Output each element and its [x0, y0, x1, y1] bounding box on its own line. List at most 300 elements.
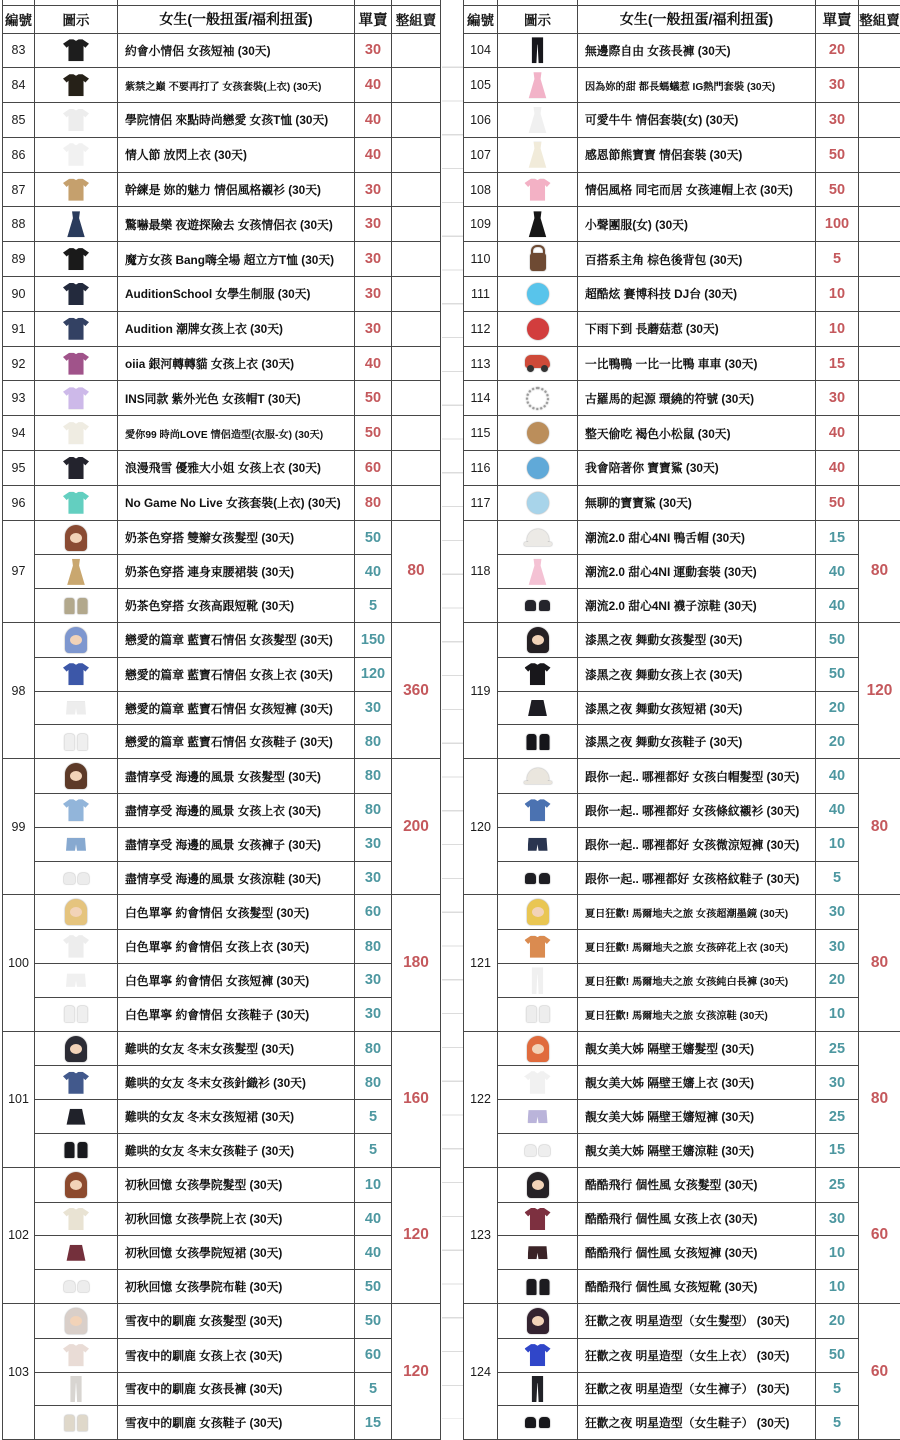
table-row-group — [3, 381, 441, 416]
table-row — [35, 827, 392, 861]
shorts-icon — [528, 838, 548, 851]
hair-icon — [65, 627, 87, 653]
item-single-price: 40 — [355, 68, 392, 102]
row-number: 117 — [464, 486, 498, 520]
group-set-price: 120 — [392, 1168, 441, 1303]
row-number: 123 — [464, 1168, 498, 1303]
item-description: 夏日狂歡! 馬爾地夫之旅 女孩超潮墨鏡 (30天) — [578, 895, 816, 929]
group-set-price — [859, 173, 900, 207]
item-description: 靚女美大姊 隔壁王嬸髮型 (30天) — [578, 1032, 816, 1066]
row-number: 89 — [3, 242, 35, 276]
item-single-price: 80 — [355, 486, 392, 520]
row-number: 83 — [3, 34, 35, 68]
table-row — [498, 1099, 859, 1133]
item-icon-cell — [35, 68, 118, 102]
group-set-price — [392, 312, 441, 346]
item-icon-cell — [498, 347, 578, 381]
item-description: 白色單寧 約會情侶 女孩髮型 (30天) — [118, 895, 355, 929]
item-icon-cell — [498, 1134, 578, 1167]
header-set-price: 整組賣 — [859, 6, 900, 33]
shirt-icon — [63, 248, 89, 270]
item-description: 奶茶色穿搭 女孩高跟短靴 (30天) — [118, 589, 355, 622]
table-body — [3, 34, 441, 1440]
hair-icon — [65, 1308, 87, 1334]
boots-icon — [65, 734, 75, 750]
item-description: 雪夜中的馴鹿 女孩鞋子 (30天) — [118, 1406, 355, 1439]
dress-icon — [527, 559, 549, 585]
row-number: 90 — [3, 277, 35, 311]
row-number: 95 — [3, 451, 35, 485]
table-row-group — [3, 1304, 441, 1440]
table-row — [35, 1235, 392, 1269]
group-set-price — [859, 103, 900, 137]
table-row-group — [464, 486, 900, 521]
group-set-price — [392, 381, 441, 415]
skirt-icon — [66, 1245, 86, 1261]
item-icon-cell — [498, 895, 578, 929]
hair-icon — [65, 525, 87, 551]
table-row-group — [3, 207, 441, 242]
group-items — [35, 138, 392, 172]
circle-icon — [527, 283, 549, 305]
item-single-price: 20 — [816, 34, 859, 68]
item-single-price: 30 — [816, 1203, 859, 1236]
table-row — [35, 312, 392, 346]
group-items — [35, 1168, 392, 1303]
item-icon-cell — [498, 1100, 578, 1133]
item-icon-cell — [35, 998, 118, 1031]
item-single-price: 30 — [355, 828, 392, 861]
table-row — [498, 1405, 859, 1439]
item-icon-cell — [498, 68, 578, 102]
group-items — [35, 103, 392, 137]
table-row — [35, 1065, 392, 1099]
table-row — [498, 1372, 859, 1406]
table-row-group — [464, 1032, 900, 1168]
table-row — [498, 963, 859, 997]
item-description: 潮流2.0 甜心4NI 運動套裝 (30天) — [578, 555, 816, 588]
table-row-group — [464, 277, 900, 312]
row-number: 110 — [464, 242, 498, 276]
shirt-icon — [63, 492, 89, 514]
shirt-icon — [525, 663, 551, 685]
item-icon-cell — [498, 998, 578, 1031]
table-row-group — [464, 347, 900, 382]
table-row — [35, 138, 392, 172]
item-icon-cell — [35, 1203, 118, 1236]
item-single-price: 5 — [355, 589, 392, 622]
group-items — [498, 623, 859, 758]
group-set-price — [859, 68, 900, 102]
item-description: 下雨下到 長蘑菇惹 (30天) — [578, 312, 816, 346]
group-set-price — [859, 347, 900, 381]
table-row — [35, 657, 392, 691]
shirt-icon — [63, 179, 89, 201]
group-items — [35, 34, 392, 68]
group-items — [35, 312, 392, 346]
group-set-price — [392, 277, 441, 311]
item-icon-cell — [498, 103, 578, 137]
row-number: 92 — [3, 347, 35, 381]
table-row — [35, 486, 392, 520]
shirt-icon — [63, 144, 89, 166]
table-row-group — [3, 623, 441, 759]
item-icon-cell — [35, 277, 118, 311]
item-description: 戀愛的篇章 藍寶石情侶 女孩短褲 (30天) — [118, 692, 355, 725]
group-set-price: 200 — [392, 759, 441, 894]
item-single-price: 10 — [816, 277, 859, 311]
table-row-group — [464, 68, 900, 103]
item-single-price: 80 — [355, 930, 392, 963]
item-icon-cell — [498, 658, 578, 691]
group-set-price — [859, 277, 900, 311]
table-row — [35, 1372, 392, 1406]
item-single-price: 30 — [816, 930, 859, 963]
item-description: 雪夜中的馴鹿 女孩長褲 (30天) — [118, 1373, 355, 1406]
table-row-group — [464, 138, 900, 173]
group-items — [35, 68, 392, 102]
table-row — [498, 623, 859, 657]
row-number: 111 — [464, 277, 498, 311]
table-row-group — [3, 521, 441, 623]
hair-icon — [527, 627, 549, 653]
hair-icon — [65, 899, 87, 925]
item-icon-cell — [498, 1168, 578, 1202]
table-row — [498, 68, 859, 102]
item-single-price: 15 — [816, 521, 859, 555]
table-row — [35, 173, 392, 207]
item-single-price: 5 — [816, 862, 859, 895]
group-items — [498, 347, 859, 381]
shirt-icon — [63, 318, 89, 340]
group-items — [498, 173, 859, 207]
table-row — [498, 691, 859, 725]
item-description: 初秋回憶 女孩學院布鞋 (30天) — [118, 1270, 355, 1303]
table-row-group — [464, 895, 900, 1031]
item-description: 潮流2.0 甜心4NI 鴨舌帽 (30天) — [578, 521, 816, 555]
group-items — [498, 521, 859, 622]
price-table-left — [2, 0, 441, 1440]
item-icon-cell — [498, 1203, 578, 1236]
item-single-price: 50 — [816, 173, 859, 207]
item-icon-cell — [498, 277, 578, 311]
group-set-price — [859, 416, 900, 450]
row-number: 115 — [464, 416, 498, 450]
item-description: 酷酷飛行 個性風 女孩短褲 (30天) — [578, 1236, 816, 1269]
item-description: INS同款 紫外光色 女孩帽T (30天) — [118, 381, 355, 415]
item-description: 白色單寧 約會情侶 女孩鞋子 (30天) — [118, 998, 355, 1031]
item-description: 漆黑之夜 舞動女孩短裙 (30天) — [578, 692, 816, 725]
item-single-price: 40 — [355, 1236, 392, 1269]
item-single-price: 80 — [355, 759, 392, 793]
item-icon-cell — [35, 1304, 118, 1338]
item-icon-cell — [498, 1032, 578, 1066]
item-description: 潮流2.0 甜心4NI 襪子涼鞋 (30天) — [578, 589, 816, 622]
item-single-price: 60 — [355, 895, 392, 929]
table-row — [35, 277, 392, 311]
table-row — [498, 588, 859, 622]
table-row-group — [3, 173, 441, 208]
shirt-icon — [525, 799, 551, 821]
dress-icon — [527, 72, 549, 98]
shirt-icon — [63, 1344, 89, 1366]
item-single-price: 10 — [816, 828, 859, 861]
group-set-price: 80 — [392, 521, 441, 622]
item-single-price: 40 — [355, 138, 392, 172]
group-items — [35, 623, 392, 758]
table-row — [498, 1269, 859, 1303]
item-single-price: 50 — [816, 658, 859, 691]
row-number: 103 — [3, 1304, 35, 1439]
item-icon-cell — [35, 416, 118, 450]
group-items — [498, 486, 859, 520]
group-items — [35, 242, 392, 276]
group-items — [35, 347, 392, 381]
item-description: 難哄的女友 冬末女孩髮型 (30天) — [118, 1032, 355, 1066]
group-set-price — [392, 486, 441, 520]
item-icon-cell — [498, 521, 578, 555]
table-row — [35, 588, 392, 622]
shirt-icon — [525, 1344, 551, 1366]
item-icon-cell — [35, 794, 118, 827]
item-icon-cell — [35, 692, 118, 725]
item-single-price: 40 — [816, 555, 859, 588]
item-single-price: 40 — [816, 451, 859, 485]
item-description: 狂歡之夜 明星造型（女生髮型） (30天) — [578, 1304, 816, 1338]
item-single-price: 50 — [816, 1339, 859, 1372]
table-row — [35, 963, 392, 997]
group-set-price — [859, 138, 900, 172]
header-single-price: 單賣 — [816, 6, 859, 33]
boots-icon — [65, 598, 75, 614]
group-set-price: 120 — [392, 1304, 441, 1439]
table-row-group — [464, 759, 900, 895]
table-row — [498, 1202, 859, 1236]
item-single-price: 40 — [816, 589, 859, 622]
table-row-group — [464, 207, 900, 242]
group-set-price — [392, 173, 441, 207]
table-row — [498, 347, 859, 381]
row-number: 84 — [3, 68, 35, 102]
table-row — [498, 1304, 859, 1338]
item-description: 初秋回憶 女孩學院短裙 (30天) — [118, 1236, 355, 1269]
item-single-price: 5 — [355, 1100, 392, 1133]
item-description: 戀愛的篇章 藍寶石情侶 女孩髮型 (30天) — [118, 623, 355, 657]
item-single-price: 30 — [355, 964, 392, 997]
group-set-price — [392, 242, 441, 276]
row-number: 105 — [464, 68, 498, 102]
table-row — [35, 759, 392, 793]
row-number: 109 — [464, 207, 498, 241]
item-icon-cell — [35, 1339, 118, 1372]
group-items — [498, 34, 859, 68]
item-single-price: 10 — [355, 1168, 392, 1202]
item-icon-cell — [35, 1066, 118, 1099]
item-icon-cell — [498, 34, 578, 68]
item-description: 狂歡之夜 明星造型（女生鞋子） (30天) — [578, 1406, 816, 1439]
item-icon-cell — [498, 1373, 578, 1406]
item-icon-cell — [498, 1066, 578, 1099]
shoes-icon — [64, 1281, 75, 1292]
item-icon-cell — [498, 692, 578, 725]
item-single-price: 5 — [355, 1373, 392, 1406]
item-single-price: 30 — [355, 207, 392, 241]
shirt-icon — [63, 109, 89, 131]
pants-icon — [530, 1376, 546, 1402]
shirt-icon — [525, 936, 551, 958]
group-items — [35, 381, 392, 415]
item-single-price: 20 — [816, 725, 859, 758]
item-icon-cell — [35, 555, 118, 588]
table-row — [35, 554, 392, 588]
item-description: 靚女美大姊 隔壁王嬸短褲 (30天) — [578, 1100, 816, 1133]
group-set-price: 180 — [392, 895, 441, 1030]
pants-icon — [530, 967, 546, 993]
shirt-icon — [63, 936, 89, 958]
item-icon-cell — [498, 862, 578, 895]
item-single-price: 30 — [816, 1066, 859, 1099]
item-single-price: 10 — [816, 1270, 859, 1303]
table-row-group — [464, 521, 900, 623]
table-row-group — [464, 451, 900, 486]
table-row-group — [3, 347, 441, 382]
dress-icon — [527, 142, 549, 168]
item-icon-cell — [35, 759, 118, 793]
group-set-price — [859, 207, 900, 241]
group-set-price — [392, 103, 441, 137]
table-row-group — [3, 242, 441, 277]
item-single-price: 50 — [816, 623, 859, 657]
item-icon-cell — [35, 930, 118, 963]
item-description: 漆黑之夜 舞動女孩鞋子 (30天) — [578, 725, 816, 758]
row-number: 99 — [3, 759, 35, 894]
item-description: 初秋回憶 女孩學院上衣 (30天) — [118, 1203, 355, 1236]
header-set-price: 整組賣 — [392, 6, 441, 33]
row-number: 88 — [3, 207, 35, 241]
row-number: 86 — [3, 138, 35, 172]
item-icon-cell — [498, 138, 578, 172]
row-number: 114 — [464, 381, 498, 415]
row-number: 87 — [3, 173, 35, 207]
item-single-price: 5 — [816, 242, 859, 276]
group-items — [498, 1168, 859, 1303]
group-set-price: 80 — [859, 759, 900, 894]
group-set-price — [392, 138, 441, 172]
item-description: 愛你99 時尚LOVE 情侶造型(衣服-女) (30天) — [118, 416, 355, 450]
item-single-price: 30 — [355, 312, 392, 346]
boots-icon — [65, 1006, 75, 1022]
table-row — [498, 997, 859, 1031]
table-row-group — [3, 486, 441, 521]
item-description: 約會小情侶 女孩短袖 (30天) — [118, 34, 355, 68]
item-single-price: 20 — [816, 692, 859, 725]
table-row — [498, 207, 859, 241]
item-icon-cell — [35, 486, 118, 520]
item-description: 小聲團服(女) (30天) — [578, 207, 816, 241]
table-row — [35, 1099, 392, 1133]
shorts-icon — [528, 1110, 548, 1123]
row-number: 96 — [3, 486, 35, 520]
circle-icon — [527, 492, 549, 514]
item-single-price: 80 — [355, 1032, 392, 1066]
table-row — [498, 724, 859, 758]
item-description: 無邊際自由 女孩長褲 (30天) — [578, 34, 816, 68]
item-single-price: 15 — [355, 1406, 392, 1439]
row-number: 116 — [464, 451, 498, 485]
circle-icon — [527, 318, 549, 340]
item-single-price: 5 — [816, 1373, 859, 1406]
item-single-price: 30 — [816, 103, 859, 137]
item-icon-cell — [35, 138, 118, 172]
item-description: 戀愛的篇章 藍寶石情侶 女孩鞋子 (30天) — [118, 725, 355, 758]
item-description: No Game No Live 女孩套裝(上衣) (30天) — [118, 486, 355, 520]
cropped-row-sliver — [464, 0, 900, 5]
hair-icon — [65, 763, 87, 789]
item-description: 跟你一起.. 哪裡都好 女孩條紋襯衫 (30天) — [578, 794, 816, 827]
shorts-icon — [66, 974, 86, 987]
hat-icon — [527, 529, 549, 542]
table-row — [35, 207, 392, 241]
item-description: 靚女美大姊 隔壁王嬸涼鞋 (30天) — [578, 1134, 816, 1167]
item-single-price: 30 — [355, 998, 392, 1031]
table-row — [35, 381, 392, 415]
table-row — [498, 1065, 859, 1099]
boots-icon — [65, 1142, 75, 1158]
hair-icon — [527, 1036, 549, 1062]
item-description: 盡情享受 海邊的風景 女孩涼鞋 (30天) — [118, 862, 355, 895]
pants-icon — [530, 37, 546, 63]
group-set-price — [859, 381, 900, 415]
group-set-price: 120 — [859, 623, 900, 758]
item-single-price: 25 — [816, 1168, 859, 1202]
circle-icon — [527, 457, 549, 479]
table-row-group — [464, 34, 900, 69]
item-description: oiia 銀河轉轉貓 女孩上衣 (30天) — [118, 347, 355, 381]
group-set-price — [859, 486, 900, 520]
group-items — [35, 277, 392, 311]
shorts-icon — [66, 702, 86, 715]
group-set-price: 60 — [859, 1304, 900, 1439]
table-row — [35, 1304, 392, 1338]
item-description: 漆黑之夜 舞動女孩髮型 (30天) — [578, 623, 816, 657]
item-single-price: 40 — [355, 103, 392, 137]
circle-icon — [527, 422, 549, 444]
shirt-icon — [63, 387, 89, 409]
dress-icon — [527, 211, 549, 237]
table-row — [35, 347, 392, 381]
item-icon-cell — [35, 1270, 118, 1303]
table-row — [35, 1269, 392, 1303]
item-single-price: 30 — [816, 68, 859, 102]
item-icon-cell — [35, 347, 118, 381]
hair-icon — [527, 899, 549, 925]
header-number: 編號 — [464, 6, 498, 33]
shirt-icon — [63, 39, 89, 61]
item-description: 戀愛的篇章 藍寶石情侶 女孩上衣 (30天) — [118, 658, 355, 691]
table-row-group — [3, 1032, 441, 1168]
item-single-price: 10 — [816, 998, 859, 1031]
item-icon-cell — [35, 1168, 118, 1202]
item-icon-cell — [498, 173, 578, 207]
item-icon-cell — [35, 725, 118, 758]
item-description: 跟你一起.. 哪裡都好 女孩白帽髮型 (30天) — [578, 759, 816, 793]
header-single-price: 單賣 — [355, 6, 392, 33]
item-single-price: 50 — [816, 486, 859, 520]
item-description: 難哄的女友 冬末女孩短裙 (30天) — [118, 1100, 355, 1133]
item-description: 跟你一起.. 哪裡都好 女孩格紋鞋子 (30天) — [578, 862, 816, 895]
header-description: 女生(一般扭蛋/福利扭蛋) — [118, 6, 355, 33]
group-items — [498, 895, 859, 1030]
